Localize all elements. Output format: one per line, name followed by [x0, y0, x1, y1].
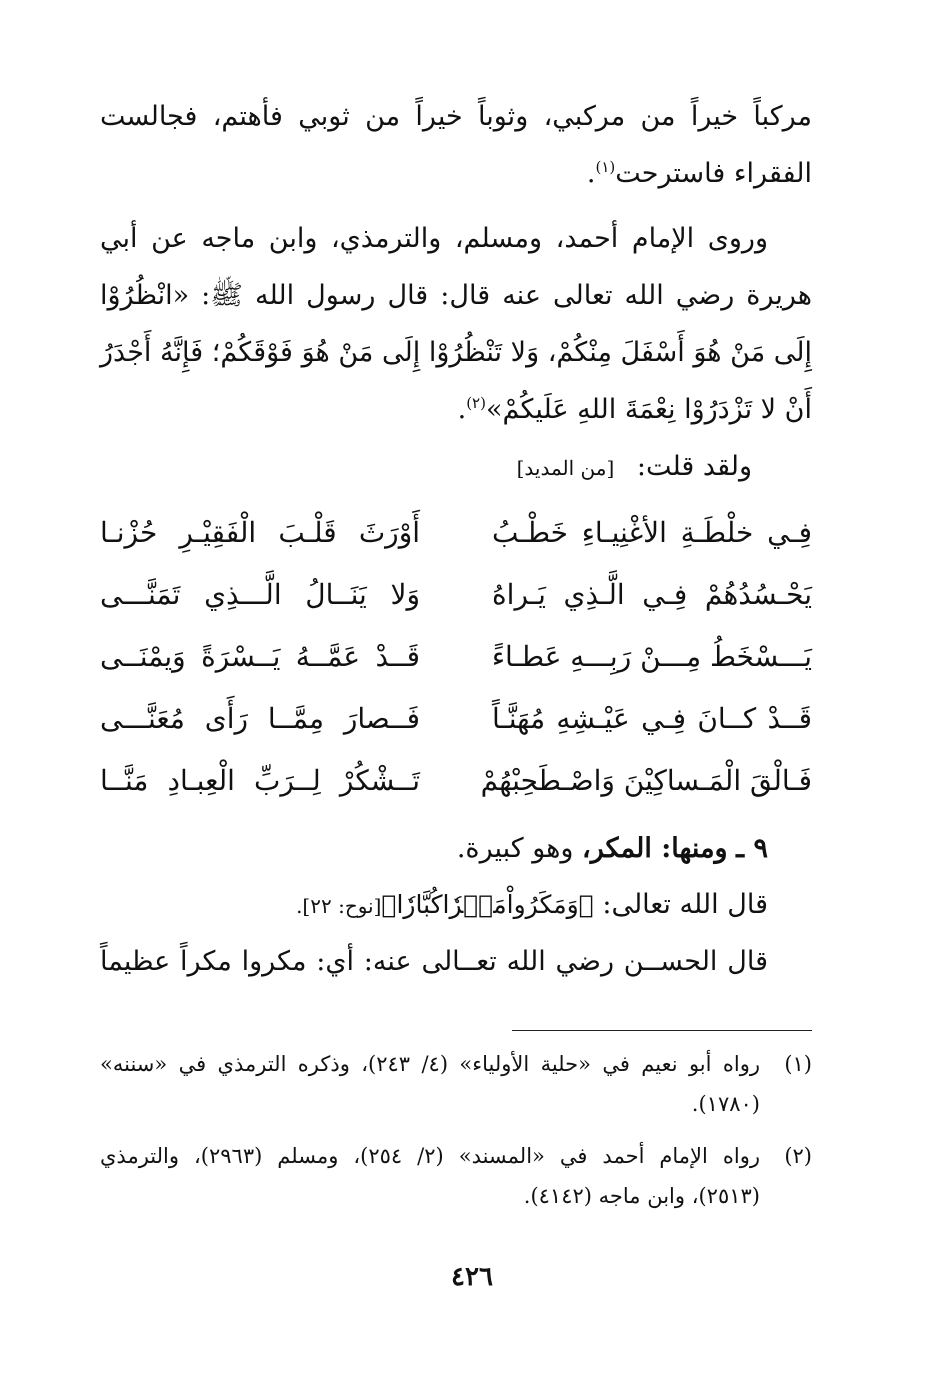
paragraph-2-end: .: [457, 394, 467, 425]
poem-intro: [100, 444, 812, 491]
verse-second-hemistich: فَــصارَ مِمَّــا رَأَى مُعَنَّـــى: [100, 701, 420, 735]
section-number: ٩ ـ: [736, 833, 768, 864]
paragraph-hadith: [100, 210, 812, 438]
verse: [100, 749, 812, 811]
footnote-separator: [512, 1030, 812, 1031]
verse-second-hemistich: وَلا يَنَــالُ الَّـــذِي تَمَنَّـــى: [100, 577, 420, 611]
verse-second-hemistich: قَــدْ عَمَّــهُ يَــسْرَةً وَيمْنَــى: [100, 639, 420, 673]
section-label: ومنها: المكر،: [582, 833, 728, 864]
verse-second-hemistich: أَوْرَثَ قَلْـبَ الْفَقِيْـرِ حُزْنـا: [100, 515, 420, 549]
verse-first-hemistich: يَحْـسُدُهُمْ فِـي الَّـذِي يَـراهُ: [492, 577, 812, 611]
hasan-quote-line: قال الحســن رضي الله تعــالى عنه: أي: مكروا مكراً عظيماً: [100, 946, 768, 977]
section-rest: وهو كبيرة.: [456, 833, 574, 864]
verse: [100, 563, 812, 625]
quran-reference: [نوح: ٢٢].: [296, 894, 382, 918]
poem-intro-text: ولقد قلت:: [636, 451, 752, 482]
verse: [100, 687, 812, 749]
verse: [100, 625, 812, 687]
paragraph-1-text: مركباً خيراً من مركبي، وثوباً خيراً من ثوبي فأهتم، فجالست الفقراء فاسترحت: [100, 101, 812, 189]
page-body: [100, 88, 812, 990]
paragraph-2-text: وروى الإمام أحمد، ومسلم، والترمذي، وابن ماجه عن أبي هريرة رضي الله تعالى عنه قال: قال رسول الله ﷺ: «انْظُرُوْا إِلَى مَنْ هُوَ أَسْفَلَ مِنْكُمْ، وَلا تَنْظُرُوْا إِلَى مَنْ هُوَ فَوْقَكُمْ؛ فَإِنَّهُ أَجْدَرُ أَنْ لا تَزْدَرُوْا نِعْمَةَ اللهِ عَلَيكُمْ»: [100, 223, 812, 425]
paragraph-1-end: .: [586, 158, 596, 189]
section-heading-9: [100, 821, 812, 877]
footnote-number: (١): [784, 1052, 812, 1076]
footnote-number: (٢): [784, 1144, 812, 1168]
verse-first-hemistich: يَـــسْخَطُ مِـــنْ رَبِـــهِ عَطـاءً: [491, 639, 812, 673]
poem-meter: [من المديد]: [516, 456, 615, 480]
verse-first-hemistich: فِـي خلْطَـةِ الأغْنِيـاءِ خَطْـبُ: [492, 515, 812, 549]
page-number: ٤٢٦: [451, 1262, 493, 1292]
quran-lead: قال الله تعالى:: [602, 889, 768, 920]
footnote: [100, 1044, 812, 1124]
verse: [100, 501, 812, 563]
footnote-ref-2[interactable]: (٢): [466, 394, 486, 412]
verse-first-hemistich: قَــدْ كــانَ فِـي عَيْـشِهِ مُهَنَّـاً: [492, 701, 812, 735]
paragraph-continuation: [100, 88, 812, 202]
footnote-text: رواه أبو نعيم في «حلية الأولياء» (٤/ ٢٤٣)، وذكره الترمذي في «سننه» (١٧٨٠).: [100, 1052, 760, 1116]
verse-second-hemistich: تَــشْكُرْ لِــرَبِّ الْعِبـادِ مَنَّــا: [100, 763, 420, 797]
poem: [100, 501, 812, 811]
verse-first-hemistich: فَـالْقَ الْمَـساكِيْنَ وَاصْـطَحِبْهُمْ: [480, 763, 812, 797]
footnotes: [100, 1044, 812, 1228]
footnote-text: رواه الإمام أحمد في «المسند» (٢/ ٢٥٤)، ومسلم (٢٩٦٣)، والترمذي (٢٥١٣)، وابن ماجه (٤١٤٢).: [100, 1144, 760, 1208]
footnote: [100, 1136, 812, 1216]
quran-quote-line: [100, 877, 812, 934]
quran-verse: ﴿وَمَكَرُواْمَكۡرٗاكُبَّارٗا﴾: [381, 890, 594, 919]
footnote-ref-1[interactable]: (١): [595, 158, 616, 176]
